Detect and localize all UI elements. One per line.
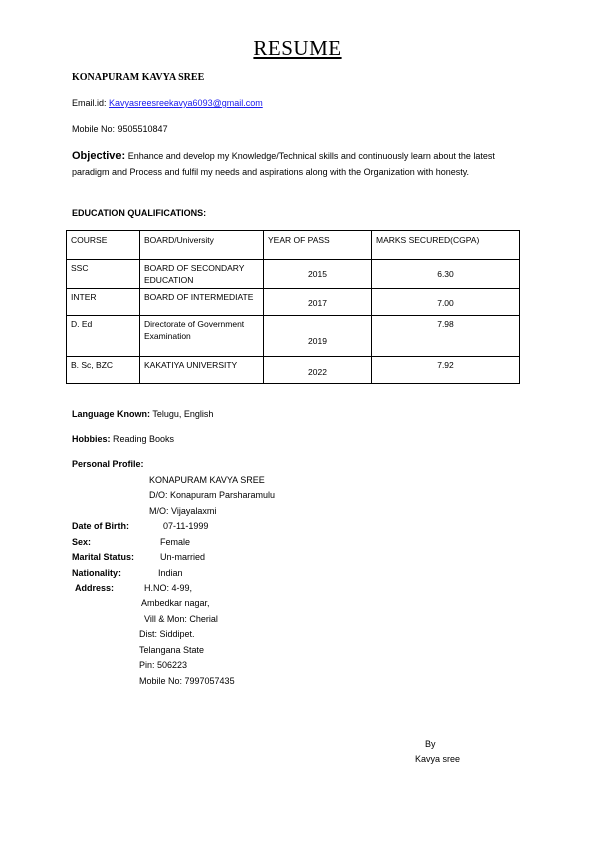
address-line: Vill & Mon: Cherial xyxy=(144,614,218,624)
email-line xyxy=(72,98,263,108)
objective-text: Enhance and develop my Knowledge/Technical skills and continuously learn about the latest paradigm and Process and fulfil my needs and aspirations along with the Organization with honesty. xyxy=(72,151,495,177)
course-cell: D. Ed xyxy=(67,316,140,357)
hobbies-value: Reading Books xyxy=(110,434,175,444)
marital-value: Un-married xyxy=(160,552,206,562)
marks-cell: 7.92 xyxy=(372,357,520,384)
address-line: H.NO: 4-99, xyxy=(144,583,193,593)
header-marks: MARKS SECURED(CGPA) xyxy=(372,231,520,260)
personal-profile-heading: Personal Profile: xyxy=(72,459,144,469)
sex-label: Sex: xyxy=(72,537,92,547)
email-link[interactable]: Kavyasreesreekavya6093@gmail.com xyxy=(109,98,263,108)
address-line: Pin: 506223 xyxy=(139,660,188,670)
table-row xyxy=(67,260,520,289)
nationality-value: Indian xyxy=(158,568,183,578)
board-cell: Directorate of Government Examination xyxy=(140,316,264,357)
year-cell: 2017 xyxy=(264,289,372,316)
languages-label: Language Known: xyxy=(72,409,150,419)
profile-name: KONAPURAM KAVYA SREE xyxy=(149,475,265,485)
header-course: COURSE xyxy=(67,231,140,260)
address-line: Dist: Siddipet. xyxy=(139,629,195,639)
table-row xyxy=(67,316,520,357)
header-year: YEAR OF PASS xyxy=(264,231,372,260)
hobbies-line xyxy=(72,434,174,444)
email-label: Email.id: xyxy=(72,98,110,108)
board-cell: KAKATIYA UNIVERSITY xyxy=(140,357,264,384)
board-cell: BOARD OF SECONDARY EDUCATION xyxy=(140,260,264,289)
marks-cell: 6.30 xyxy=(372,260,520,289)
education-heading: EDUCATION QUALIFICATIONS: xyxy=(72,208,207,218)
table-row xyxy=(67,289,520,316)
marks-cell: 7.00 xyxy=(372,289,520,316)
table-header-row xyxy=(67,231,520,260)
year-cell: 2022 xyxy=(264,357,372,384)
signature-name: Kavya sree xyxy=(415,754,461,764)
header-board: BOARD/University xyxy=(140,231,264,260)
profile-father: D/O: Konapuram Parsharamulu xyxy=(149,490,276,500)
mobile-line: Mobile No: 9505510847 xyxy=(72,124,168,134)
course-cell: INTER xyxy=(67,289,140,316)
address-line: Telangana State xyxy=(139,645,205,655)
address-line: Ambedkar nagar, xyxy=(141,598,210,608)
year-cell: 2015 xyxy=(264,260,372,289)
dob-value: 07-11-1999 xyxy=(163,521,209,531)
board-cell: BOARD OF INTERMEDIATE xyxy=(140,289,264,316)
course-cell: B. Sc, BZC xyxy=(67,357,140,384)
languages-value: Telugu, English xyxy=(150,409,214,419)
objective-label: Objective: xyxy=(72,150,126,162)
education-table xyxy=(66,230,520,384)
course-cell: SSC xyxy=(67,260,140,289)
marital-label: Marital Status: xyxy=(72,552,135,562)
hobbies-label: Hobbies: xyxy=(72,434,111,444)
signature-by: By xyxy=(425,739,436,749)
languages-line xyxy=(72,409,213,419)
nationality-label: Nationality: xyxy=(72,568,122,578)
dob-label: Date of Birth: xyxy=(72,521,129,531)
address-label: Address: xyxy=(75,583,115,593)
objective-paragraph xyxy=(72,149,522,180)
candidate-name: KONAPURAM KAVYA SREE xyxy=(72,72,205,83)
table-row xyxy=(67,357,520,384)
year-cell: 2019 xyxy=(264,316,372,357)
marks-cell: 7.98 xyxy=(372,316,520,357)
sex-value: Female xyxy=(160,537,191,547)
address-line: Mobile No: 7997057435 xyxy=(139,676,235,686)
profile-mother: M/O: Vijayalaxmi xyxy=(149,506,217,516)
resume-title: RESUME xyxy=(253,36,342,60)
